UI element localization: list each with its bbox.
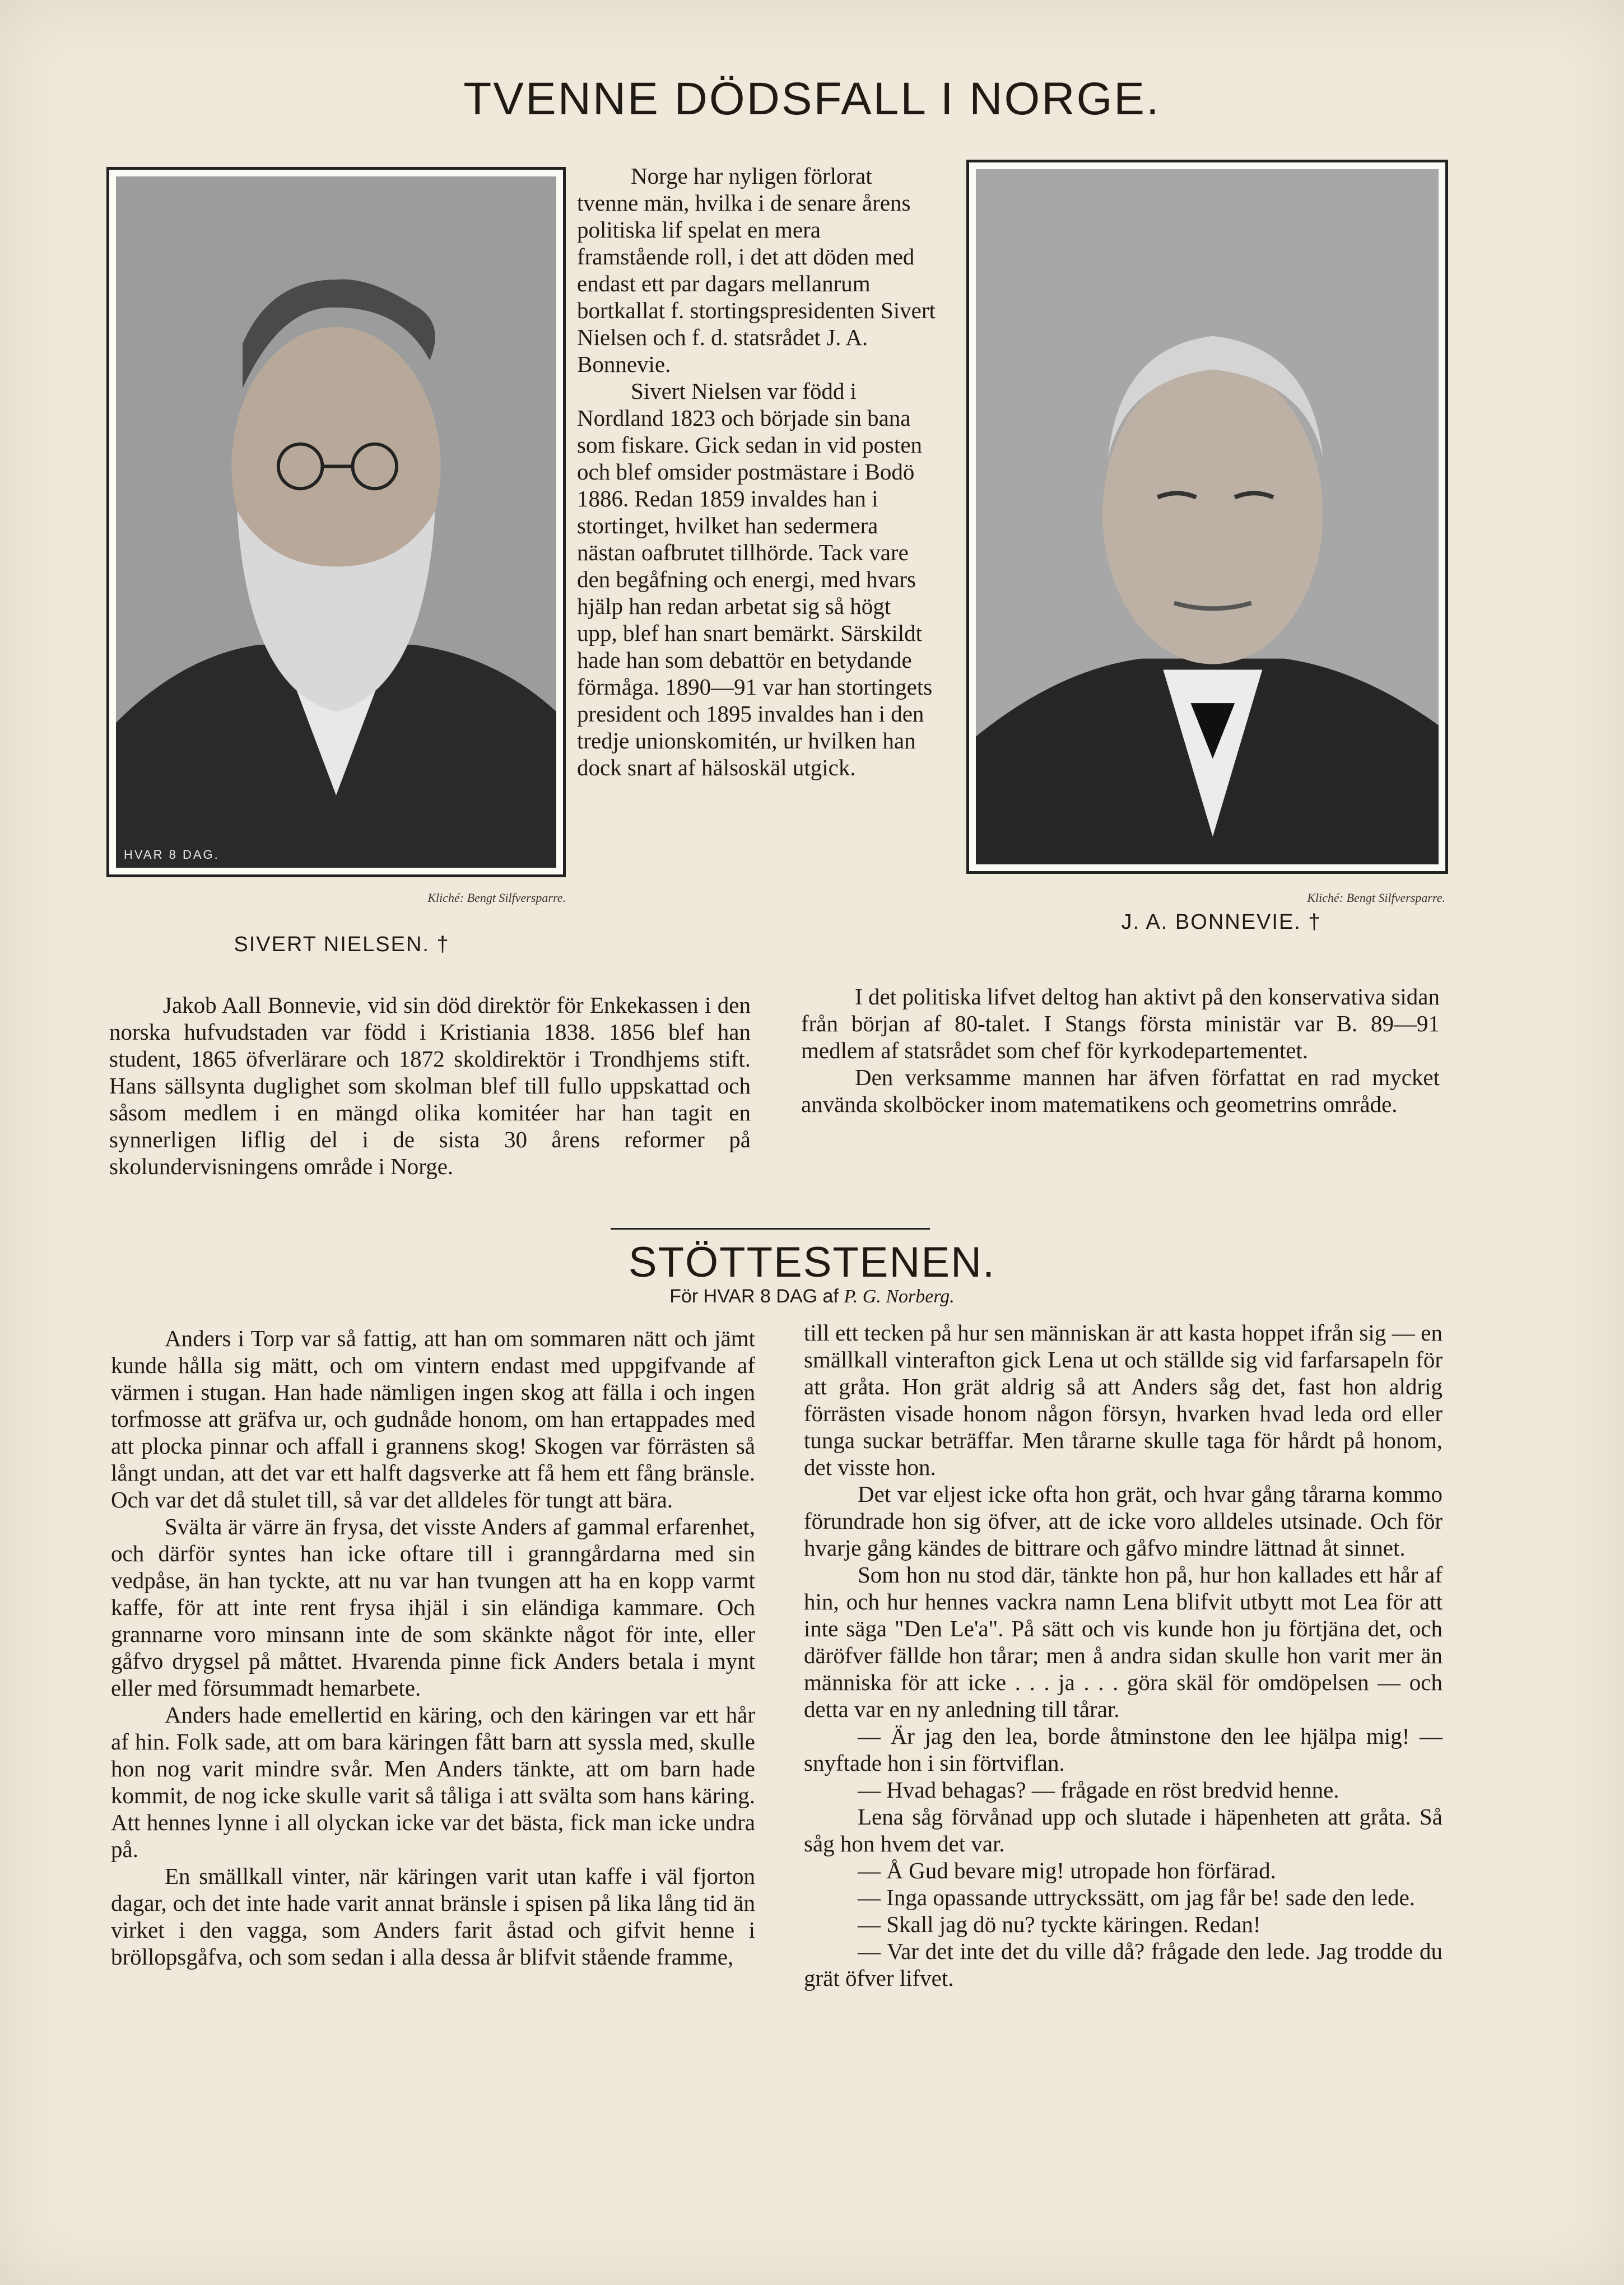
paragraph: Lena såg förvånad upp och slutade i häpenheten att gråta. Så såg hon hvem det var. [804,1804,1442,1856]
photo-watermark: HVAR 8 DAG. [124,848,220,862]
article-title: TVENNE DÖDSFALL I NORGE. [463,73,1161,124]
right-photo-caption: J. A. BONNEVIE. † [1121,910,1321,934]
story-byline [0,1286,1624,1307]
paragraph: — Är jag den lea, borde åtminstone den lee hjälpa mig! — snyftade hon i sin förtviflan. [804,1723,1442,1776]
portrait-elderly-man-icon [976,169,1439,864]
right-photo-credit: Kliché: Bengt Silfversparre. [1307,891,1445,905]
story-left-column [111,1325,755,1970]
paragraph: Som hon nu stod där, tänkte hon på, hur hon kallades ett hår af hin, och hur hennes vackra namn Lena blifvit utbytt mot Lea för att inte säga "Den Le'a". På sätt och vis kunde hon ju förtjäna det, och däröfver fällde hon tårar; men å andra sidan skulle hon varit mer än människa för att icke . . . ja . . . göra skäl för omdöpelsen — och detta var en ny anledning till tårar. [804,1562,1442,1722]
article1-bottom-left [109,992,751,1180]
paragraph: — Inga opassande uttryckssätt, om jag får be! sade den lede. [858,1884,1416,1910]
paragraph: Anders hade emellertid en käring, och den käringen var ett hår af hin. Folk sade, att om bara käringen fått barn att syssla med, skulle hon nog varit mindre svår. Men Anders tänkte, att om barn hade kommit, de nog icke skulle varit så tåliga i att svälta som hans käring. Att hennes lynne i all olyckan icke var det bästa, fick man icke undra på. [111,1702,755,1862]
paragraph: Sivert Nielsen var född i Nordland 1823 och började sin bana som fiskare. Gick sedan in vid posten och blef omsider postmästare i Bodö 1886. Redan 1859 invaldes han i stortinget, hvilket han sedermera nästan oafbrutet tillhörde. Tack vare den begåfning och energi, med hvars hjälp han redan arbetat sig så högt upp, blef han snart bemärkt. Särskildt hade han som debattör en betydande förmåga. 1890—91 var han stortingets president och 1895 invaldes han i den tredje unionskomitén, ur hvilken han dock snart af hälsoskäl utgick. [577,378,933,780]
paragraph: Det var eljest icke ofta hon grät, och hvar gång tårarna kommo förundrade hon sig öfver, att de icke voro alldeles utsinade. Och för hvarje gång kändes de bittrare och gåfvo mindre lättnad åt sinnet. [804,1481,1442,1561]
paragraph: — Hvad behagas? — frågade en röst bredvid henne. [858,1777,1339,1803]
portrait-image [116,176,556,868]
left-photo-caption: SIVERT NIELSEN. † [234,933,450,956]
paragraph: I det politiska lifvet deltog han aktivt på den konservativa sidan från början af 80-talet. I Stangs första ministär var B. 89—91 medlem af statsrådet som chef för kyrkodepartementet. [801,984,1440,1063]
story-right-column [804,1319,1442,1991]
paragraph: — Var det inte det du ville då? frågade den lede. Jag trodde du grät öfver lifvet. [804,1938,1442,1991]
portrait-sivert-nielsen [106,167,566,877]
paragraph: Den verksamme mannen har äfven författat en rad mycket använda skolböcker inom matematikens och geometrins område. [801,1064,1440,1117]
paragraph: — Å Gud bevare mig! utropade hon förfärad. [858,1858,1276,1883]
byline-prefix: För HVAR 8 DAG af [669,1286,839,1307]
paragraph: En smällkall vinter, när käringen varit utan kaffe i väl fjorton dagar, och det inte hade varit annat bränsle i spisen på lika lång tid än virket i den vagga, som Anders farit åstad och gifvit henne i bröllopsgåfva, och som sedan i alla dessa år blifvit stående framme, [111,1863,755,1970]
portrait-bearded-man-icon [116,176,556,868]
portrait-j-a-bonnevie [966,160,1448,874]
byline-author: P. G. Norberg. [844,1286,955,1307]
paragraph: Jakob Aall Bonnevie, vid sin död direktör för Enkekassen i den norska hufvudstaden var född i Kristiania 1838. 1856 blef han student, 1865 öfverlärare och 1872 skoldirektör i Trondhjems stift. Hans sällsynta duglighet som skolman blef till fullo uppskattad och såsom medlem i en mängd olika komitéer har han tagit en synnerligen liflig del i de sista 30 årens reformer på skolundervisningens område i Norge. [109,992,751,1179]
paragraph: till ett tecken på hur sen människan är att kasta hoppet ifrån sig — en smällkall vinterafton gick Lena ut och ställde sig vid farfarsapeln för att gråta. Hon grät aldrig så att Anders såg det, fast hon aldrig förrästen visade honom någon försyn, hvarken hvad leda ord eller tunga suckar beträffar. Men tårarne skulle taga för hårdt på honom, det visste hon. [804,1320,1442,1480]
paragraph: — Skall jag dö nu? tyckte käringen. Redan! [858,1911,1261,1937]
left-photo-credit: Kliché: Bengt Silfversparre. [427,891,566,905]
paragraph: Norge har nyligen förlorat tvenne män, hvilka i de senare årens politiska lif spelat en mera framstående roll, i det att döden med endast ett par dagars mellanrum bortkallat f. stortingspresidenten Sivert Nielsen och f. d. statsrådet J. A. Bonnevie. [577,163,936,377]
article1-center-column [577,162,936,781]
section-divider [611,1228,930,1230]
story-title: STÖTTESTENEN. [628,1239,996,1286]
paragraph: Anders i Torp var så fattig, att han om sommaren nätt och jämt kunde hålla sig mätt, och om vintern endast med uppgifvande af värmen i stugan. Han hade nämligen ingen skog att fälla i och ingen torfmosse att gräfva ur, och gudnåde honom, om han ertappades med att plocka pinnar och affall i grannens skog! Skogen var förrästen så långt undan, att det var ett halft dagsverke att få hem ett fång bränsle. Och var det då stulet till, så var det alldeles för tungt att bära. [111,1325,755,1513]
article1-bottom-right [801,983,1440,1118]
paragraph: Svälta är värre än frysa, det visste Anders af gammal erfarenhet, och därför syntes han icke oftare till i granngårdarna med sin vedpåse, än han tyckte, att nu var han tvungen att ha en kopp varmt kaffe, för att inte rent frysa ihjäl i sin eländiga kammare. Och grannarne voro minsann inte de som skänkte något för inte, eller gåfvo drygsel på måttet. Hvarenda pinne fick Anders betala i mynt eller med försummadt hemarbete. [111,1514,755,1701]
portrait-image [976,169,1439,864]
